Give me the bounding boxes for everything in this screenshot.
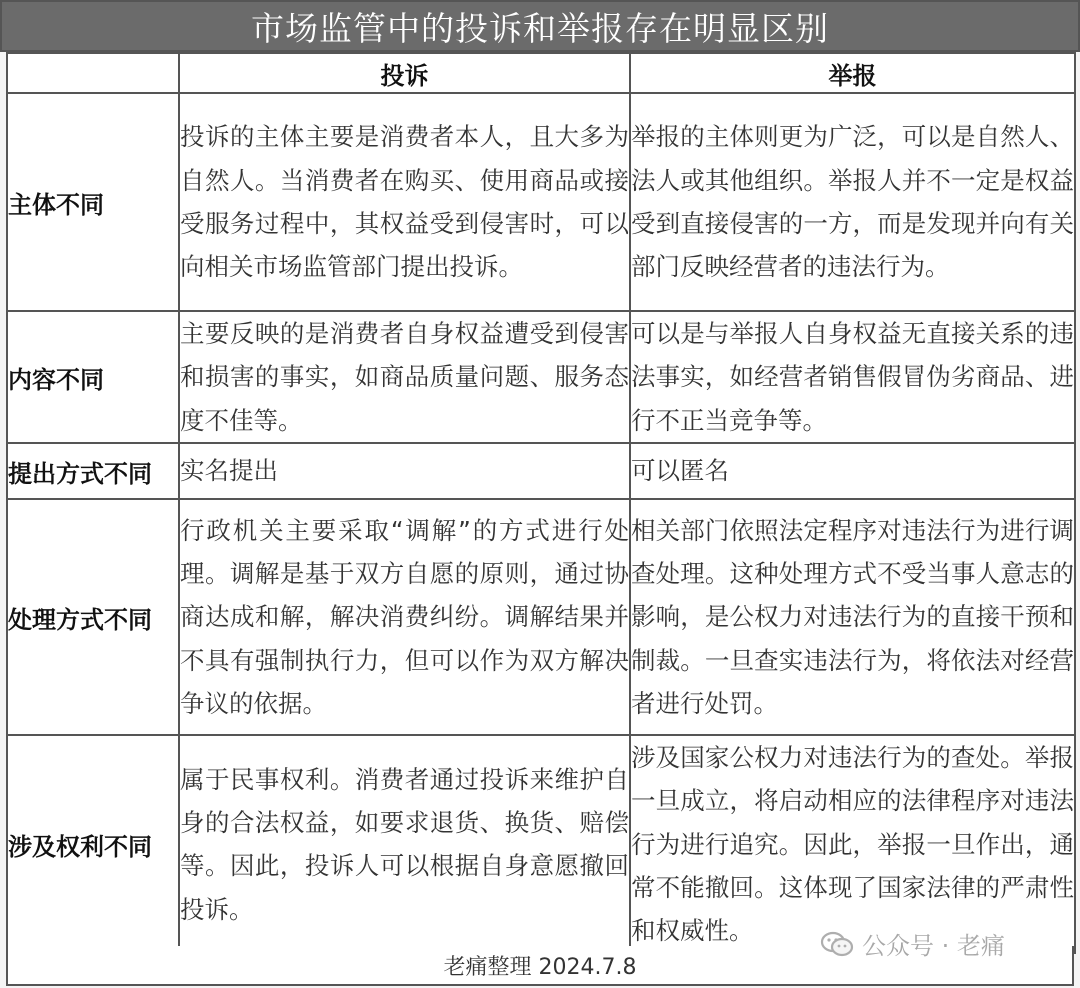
watermark bbox=[820, 926, 1005, 961]
footer-credit: 老痛整理 2024.7.8 bbox=[6, 946, 1074, 986]
row-label: 处理方式不同 bbox=[7, 499, 179, 735]
row-label: 涉及权利不同 bbox=[7, 735, 179, 953]
table-header-row bbox=[7, 53, 1075, 93]
complaint-text: 投诉的主体主要是消费者本人，且大多为自然人。当消费者在购买、使用商品或接受服务过程中，其权益受到侵害时，可以向相关市场监管部门提出投诉。 bbox=[180, 122, 629, 282]
complaint-cell bbox=[179, 735, 630, 953]
report-cell bbox=[630, 93, 1075, 311]
complaint-cell bbox=[179, 443, 630, 499]
table-row bbox=[7, 735, 1075, 953]
column-header-report: 举报 bbox=[630, 53, 1075, 93]
watermark-text: 公众号 · 老痛 bbox=[862, 932, 1005, 960]
table-corner-cell bbox=[7, 53, 179, 93]
report-text: 涉及国家公权力对违法行为的查处。举报一旦成立，将启动相应的法律程序对违法行为进行追究。因此，举报一旦作出，通常不能撤回。这体现了国家法律的严肃性和权威性。 bbox=[631, 743, 1074, 946]
report-cell bbox=[630, 735, 1075, 953]
report-cell bbox=[630, 499, 1075, 735]
report-cell bbox=[630, 443, 1075, 499]
report-text: 可以是与举报人自身权益无直接关系的违法事实，如经营者销售假冒伪劣商品、进行不正当竞争等。 bbox=[631, 319, 1074, 435]
report-cell bbox=[630, 311, 1075, 443]
page-title: 市场监管中的投诉和举报存在明显区别 bbox=[0, 0, 1080, 52]
report-text: 相关部门依照法定程序对违法行为进行调查处理。这种处理方式不受当事人意志的影响，是公权力对违法行为的直接干预和制裁。一旦查实违法行为，将依法对经营者进行处罚。 bbox=[631, 515, 1074, 718]
report-text: 举报的主体则更为广泛，可以是自然人、法人或其他组织。举报人并不一定是权益受到直接侵害的一方，而是发现并向有关部门反映经营者的违法行为。 bbox=[631, 122, 1074, 282]
column-header-complaint: 投诉 bbox=[179, 53, 630, 93]
report-text: 可以匿名 bbox=[631, 456, 729, 486]
complaint-text: 主要反映的是消费者自身权益遭受到侵害和损害的事实，如商品质量问题、服务态度不佳等。 bbox=[180, 319, 629, 435]
complaint-text: 实名提出 bbox=[180, 456, 278, 486]
table-row bbox=[7, 93, 1075, 311]
table-row bbox=[7, 311, 1075, 443]
table-row bbox=[7, 443, 1075, 499]
wechat-logo-icon bbox=[820, 930, 854, 958]
row-label: 提出方式不同 bbox=[7, 443, 179, 499]
complaint-text: 行政机关主要采取“调解”的方式进行处理。调解是基于双方自愿的原则，通过协商达成和解，解决消费纠纷。调解结果并不具有强制执行力，但可以作为双方解决争议的依据。 bbox=[180, 515, 629, 718]
comparison-table bbox=[6, 52, 1076, 954]
complaint-cell bbox=[179, 93, 630, 311]
complaint-text: 属于民事权利。消费者通过投诉来维护自身的合法权益，如要求退货、换货、赔偿等。因此，投诉人可以根据自身意愿撤回投诉。 bbox=[180, 764, 629, 924]
row-label: 内容不同 bbox=[7, 311, 179, 443]
row-label: 主体不同 bbox=[7, 93, 179, 311]
complaint-cell bbox=[179, 499, 630, 735]
table-row bbox=[7, 499, 1075, 735]
complaint-cell bbox=[179, 311, 630, 443]
